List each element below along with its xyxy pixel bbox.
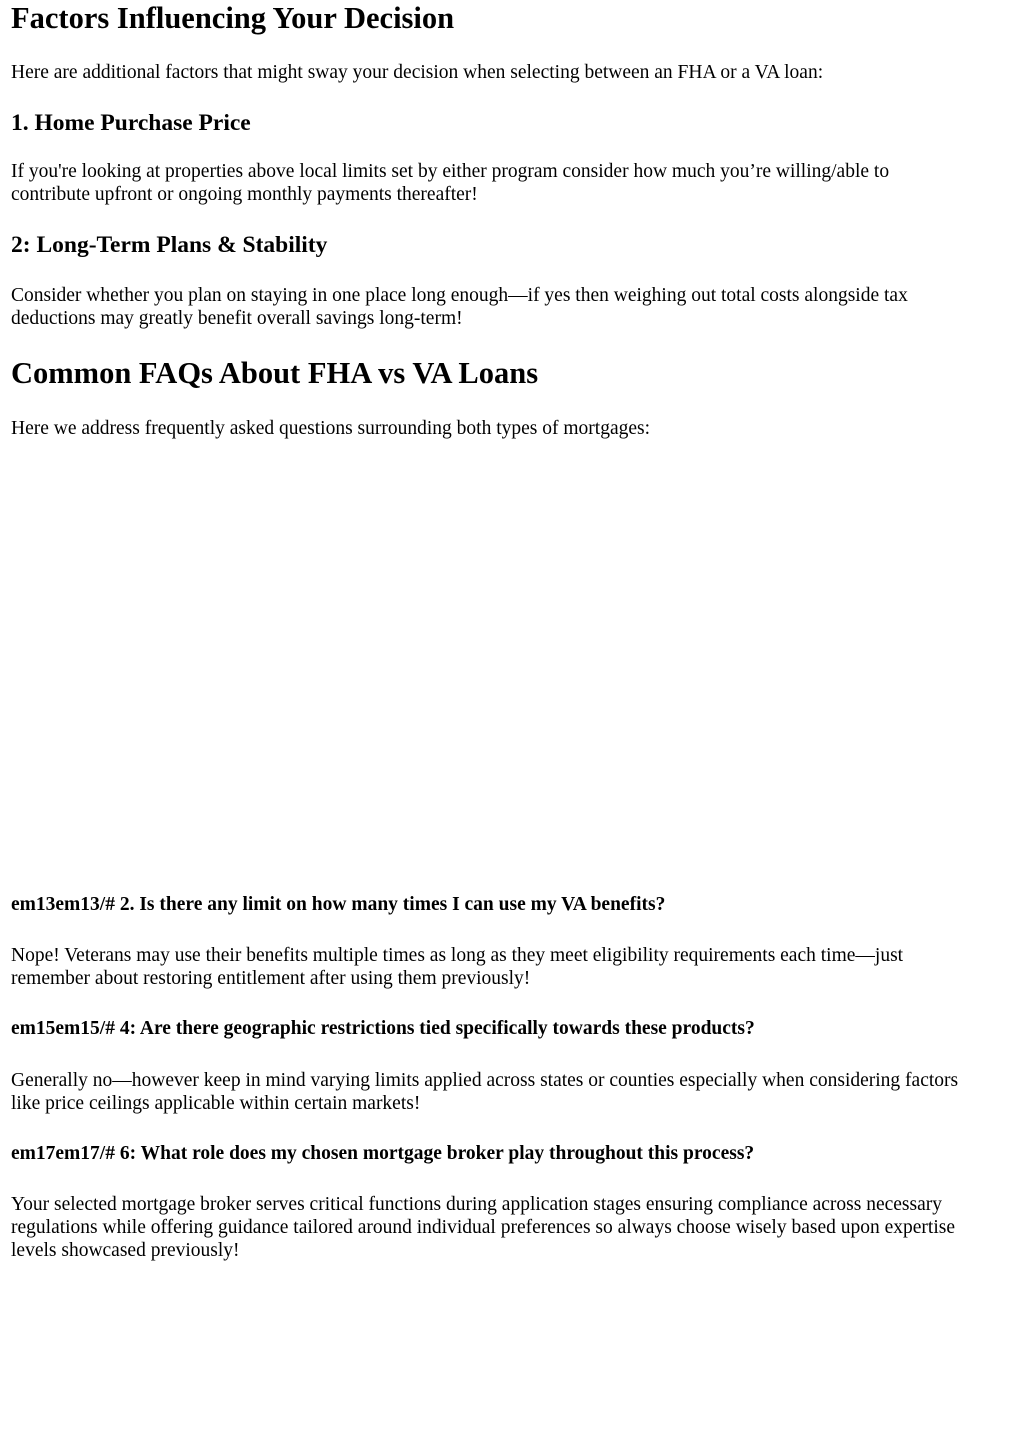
faq-question-geographic: em15em15/# 4: Are there geographic restrictions tied specifically towards these products? <box>11 1018 755 1039</box>
faq-answer-broker-line-3: levels showcased previously! <box>11 1240 240 1261</box>
faq-answer-geographic-line-2: like price ceilings applicable within certain markets! <box>11 1093 421 1114</box>
faq-answer-broker-line-1: Your selected mortgage broker serves critical functions during application stages ensuring compliance across necessary <box>11 1194 943 1215</box>
faq-question-va-benefits: em13em13/# 2. Is there any limit on how many times I can use my VA benefits? <box>11 894 666 915</box>
faq-answer-va-benefits-line-2: remember about restoring entitlement after using them previously! <box>11 968 531 989</box>
faq-answer-broker-line-2: regulations while offering guidance tailored around individual preferences so always choose wisely based upon expertise <box>11 1217 956 1238</box>
factor-text-price-line-1: If you're looking at properties above local limits set by either program consider how much you’re willing/able to <box>11 161 890 182</box>
faq-answer-geographic <box>11 1069 958 1115</box>
factor-heading-price: 1. Home Purchase Price <box>11 110 251 136</box>
faqs-intro: Here we address frequently asked questions surrounding both types of mortgages: <box>11 418 651 439</box>
factor-text-plans-line-1: Consider whether you plan on staying in one place long enough—if yes then weighing out total costs alongside tax <box>11 285 908 306</box>
factor-text-plans-line-2: deductions may greatly benefit overall savings long-term! <box>11 308 463 329</box>
faq-question-broker: em17em17/# 6: What role does my chosen mortgage broker play throughout this process? <box>11 1143 755 1164</box>
factors-heading: Factors Influencing Your Decision <box>11 1 455 35</box>
factor-text-price-line-2: contribute upfront or ongoing monthly payments thereafter! <box>11 184 478 205</box>
factor-text-price <box>11 160 889 206</box>
faq-answer-va-benefits <box>11 944 903 990</box>
faq-answer-broker <box>11 1193 955 1262</box>
faqs-heading: Common FAQs About FHA vs VA Loans <box>11 356 539 390</box>
faq-answer-geographic-line-1: Generally no—however keep in mind varying limits applied across states or counties especially when considering factors <box>11 1070 959 1091</box>
faq-answer-va-benefits-line-1: Nope! Veterans may use their benefits multiple times as long as they meet eligibility requirements each time—just <box>11 945 904 966</box>
factor-text-plans <box>11 284 908 330</box>
factor-heading-plans: 2: Long-Term Plans & Stability <box>11 232 328 258</box>
factors-intro: Here are additional factors that might sway your decision when selecting between an FHA or a VA loan: <box>11 62 824 83</box>
